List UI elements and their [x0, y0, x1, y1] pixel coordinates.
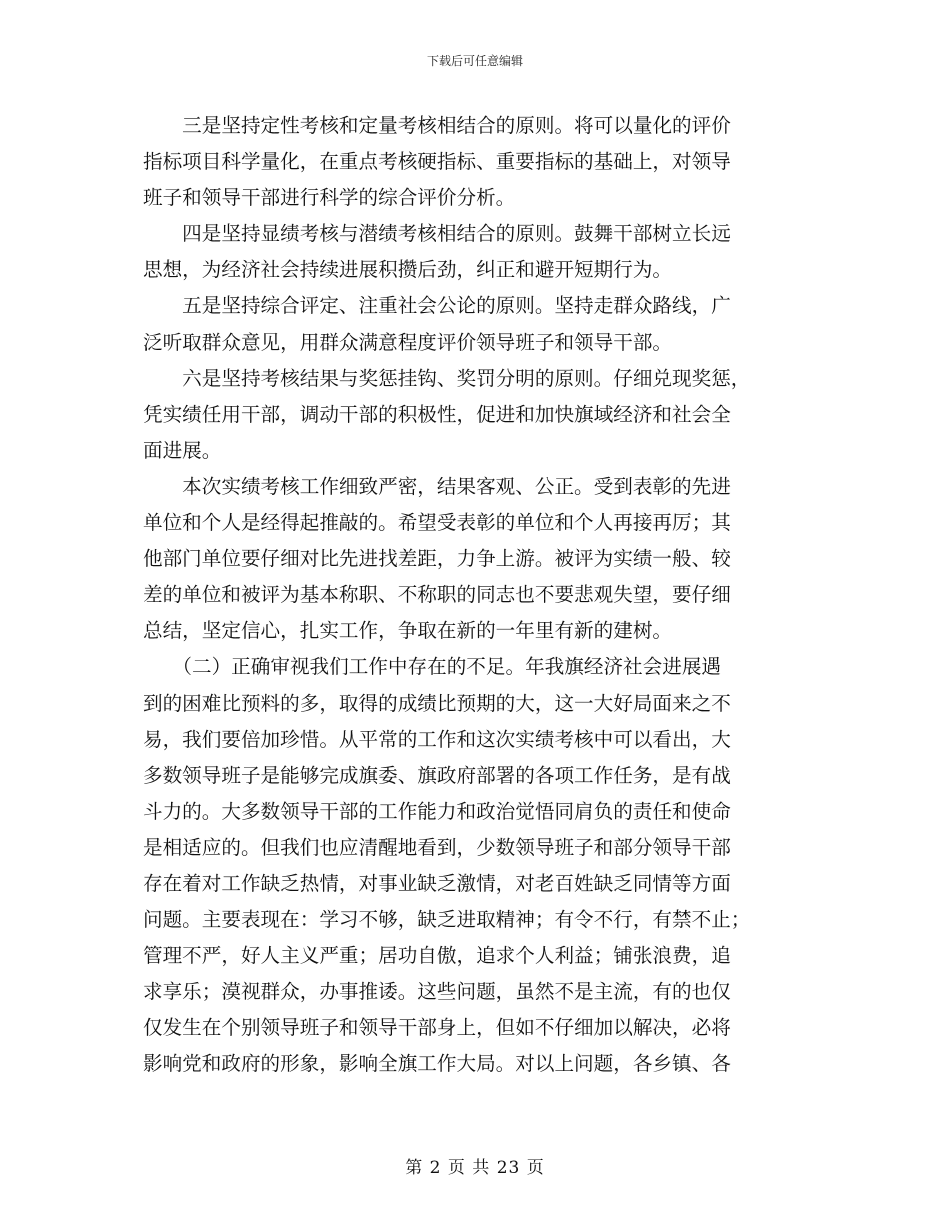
text-line: 六是坚持考核结果与奖惩挂钩、奖罚分明的原则。仔细兑现奖惩， [143, 366, 751, 390]
text-line: 斗力的。大多数领导干部的工作能力和政治觉悟同肩负的责任和使命 [143, 799, 731, 823]
text-line: 到的困难比预料的多，取得的成绩比预期的大，这一大好局面来之不 [143, 691, 731, 715]
text-line: 多数领导班子是能够完成旗委、旗政府部署的各项工作任务，是有战 [143, 763, 731, 787]
text-line: 单位和个人是经得起推敲的。希望受表彰的单位和个人再接再厉；其 [143, 511, 731, 535]
page-footer: 第 2 页 共 23 页 [405, 1158, 545, 1178]
text-line: 思想，为经济社会持续进展积攒后劲，纠正和避开短期行为。 [143, 258, 673, 282]
text-line: 班子和领导干部进行科学的综合评价分析。 [143, 186, 516, 210]
text-line: 差的单位和被评为基本称职、不称职的同志也不要悲观失望，要仔细 [143, 583, 731, 607]
text-line: 是相适应的。但我们也应清醒地看到，少数领导班子和部分领导干部 [143, 835, 731, 859]
text-line: 面进展。 [143, 438, 222, 462]
text-line: 仅发生在个别领导班子和领导干部身上，但如不仔细加以解决，必将 [143, 1016, 731, 1040]
text-line: 三是坚持定性考核和定量考核相结合的原则。将可以量化的评价 [143, 114, 731, 137]
text-line: 本次实绩考核工作细致严密，结果客观、公正。受到表彰的先进 [143, 474, 731, 498]
text-line: 五是坚持综合评定、注重社会公论的原则。坚持走群众路线，广 [143, 294, 731, 318]
document-body [143, 108, 807, 1083]
page-header: 下载后可任意编辑 [426, 54, 523, 68]
text-line: 存在着对工作缺乏热情，对事业缺乏激情，对老百姓缺乏同情等方面 [143, 871, 731, 895]
text-line: 凭实绩任用干部，调动干部的积极性，促进和加快旗域经济和社会全 [143, 402, 731, 426]
text-line: 总结，坚定信心，扎实工作，争取在新的一年里有新的建树。 [143, 619, 673, 643]
text-line: 易，我们要倍加珍惜。从平常的工作和这次实绩考核中可以看出，大 [143, 727, 731, 751]
text-line: 管理不严，好人主义严重；居功自傲，追求个人利益；铺张浪费，追 [143, 944, 731, 968]
text-line: 他部门单位要仔细对比先进找差距，力争上游。被评为实绩一般、较 [143, 547, 731, 571]
text-line: 四是坚持显绩考核与潜绩考核相结合的原则。鼓舞干部树立长远 [143, 222, 731, 246]
text-line: 求享乐；漠视群众，办事推诿。这些问题，虽然不是主流，有的也仅 [143, 980, 731, 1004]
text-line: 泛听取群众意见，用群众满意程度评价领导班子和领导干部。 [143, 330, 673, 354]
text-line: 问题。主要表现在：学习不够，缺乏进取精神；有令不行，有禁不止； [143, 908, 751, 932]
text-line: （二）正确审视我们工作中存在的不足。年我旗经济社会进展遇 [143, 655, 722, 679]
text-line: 指标项目科学量化，在重点考核硬指标、重要指标的基础上，对领导 [143, 150, 731, 174]
text-line: 影响党和政府的形象，影响全旗工作大局。对以上问题，各乡镇、各 [143, 1052, 731, 1076]
